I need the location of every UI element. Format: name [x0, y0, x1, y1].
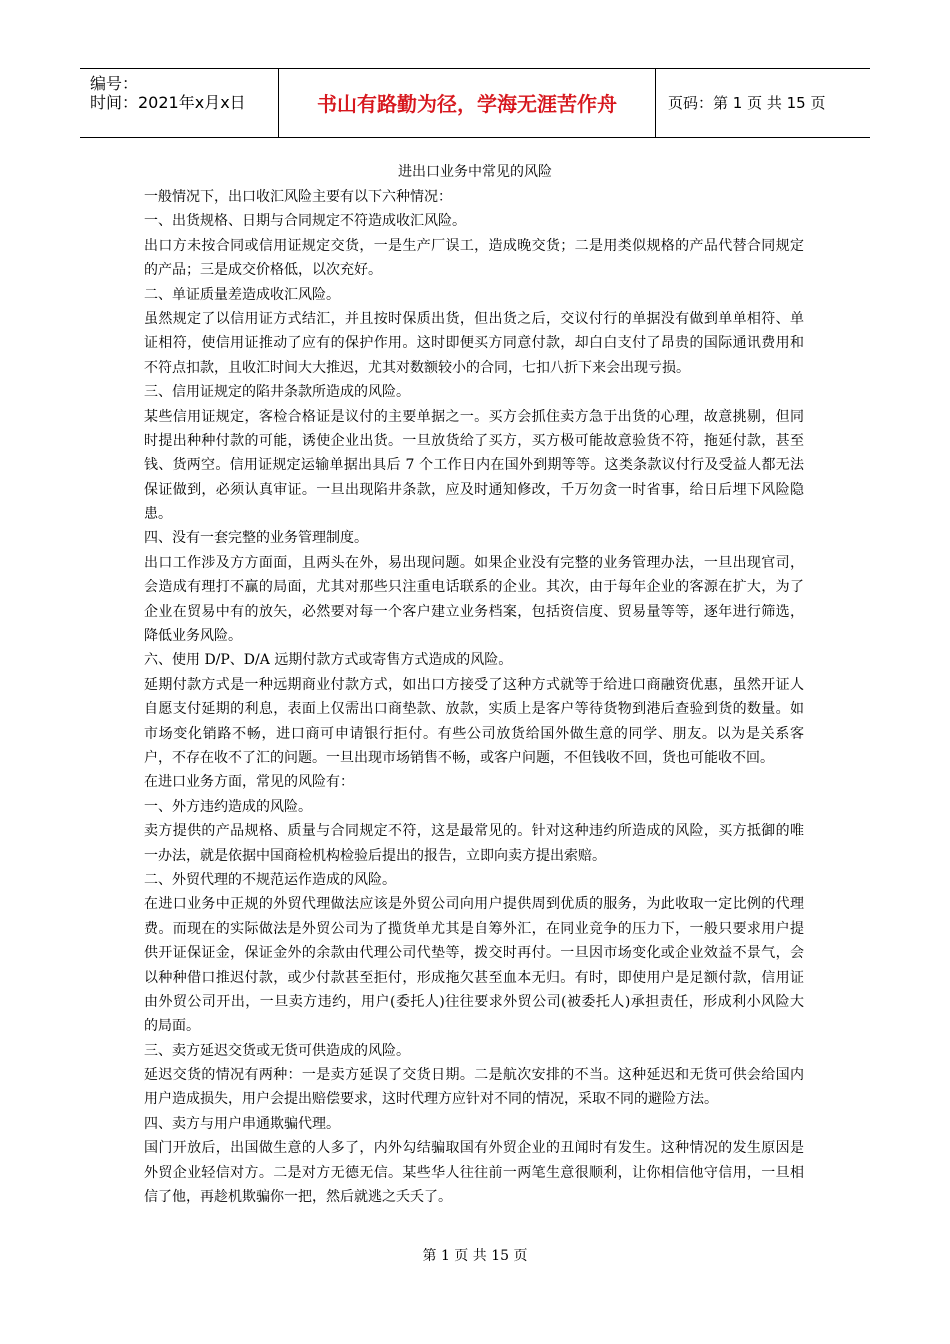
- text-line: 二、外贸代理的不规范运作造成的风险。: [144, 871, 396, 888]
- text-line: 时提出种种付款的可能，诱使企业出货。一旦放货给了买方，买方极可能故意验货不符，拖延付款，甚至: [144, 432, 804, 449]
- text-line: 三、信用证规定的陷井条款所造成的风险。: [144, 384, 410, 401]
- text-line: 会造成有理打不赢的局面，尤其对那些只注重电话联系的企业。其次，由于每年企业的客源在扩大，为了: [144, 579, 804, 596]
- header-page-number: 页码：第 1 页 共 15 页: [668, 94, 826, 112]
- text-line: 以种种借口推迟付款，或少付款甚至拒付，形成拖欠甚至血本无归。有时，即使用户是足额付款，信用证: [144, 969, 804, 986]
- text-line: 国门开放后，出国做生意的人多了，内外勾结骗取国有外贸企业的丑闻时有发生。这种情况的发生原因是: [144, 1140, 804, 1157]
- text-line: 不符点扣款，且收汇时间大大推迟，尤其对数额较小的合同，七扣八折下来会出现亏损。: [144, 359, 690, 376]
- document-date: 时间：2021年x月x日: [90, 93, 246, 112]
- text-line: 延迟交货的情况有两种：一是卖方延误了交货日期。二是航次安排的不当。这种延迟和无货可供会给国内: [144, 1067, 804, 1084]
- text-line: 户，不存在收不了汇的问题。一旦出现市场销售不畅，或客户问题，不但钱收不回，货也可能收不回。: [144, 749, 774, 766]
- text-line: 用户造成损失，用户会提出赔偿要求，这时代理方应针对不同的情况，采取不同的避险方法。: [144, 1091, 718, 1108]
- text-line: 患。: [144, 506, 172, 523]
- text-line: 信了他，再趁机欺骗你一把，然后就逃之夭夭了。: [144, 1189, 452, 1206]
- text-line: 自愿支付延期的利息，表面上仅需出口商垫款、放款，实质上是客户等待货物到港后查验到货的数量。如: [144, 701, 804, 718]
- header-motto: 书山有路勤为径，学海无涯苦作舟: [317, 92, 617, 116]
- text-line: 市场变化销路不畅，进口商可申请银行拒付。有些公司放货给国外做生意的同学、朋友。以为是关系客: [144, 725, 804, 742]
- text-line: 外贸企业轻信对方。二是对方无德无信。某些华人往往前一两笔生意很顺利，让你相信他守信用，一旦相: [144, 1164, 804, 1181]
- text-line: 四、卖方与用户串通欺骗代理。: [144, 1115, 340, 1132]
- header-info-cell: [80, 69, 279, 137]
- text-line: 由外贸公司开出，一旦卖方违约，用户(委托人)往往要求外贸公司(被委托人)承担责任，形成利小风险大: [144, 993, 804, 1010]
- text-line: 企业在贸易中有的放矢，必然要对每一个客户建立业务档案，包括资信度、贸易量等等，逐年进行筛选，: [144, 603, 804, 620]
- text-line: 出口方未按合同或信用证规定交货，一是生产厂误工，造成晚交货；二是用类似规格的产品代替合同规定: [144, 237, 804, 254]
- text-line: 卖方提供的产品规格、质量与合同规定不符，这是最常见的。针对这种违约所造成的风险，买方抵御的唯: [144, 823, 804, 840]
- text-line: 三、卖方延迟交货或无货可供造成的风险。: [144, 1042, 410, 1059]
- page-footer: 第 1 页 共 15 页: [422, 1248, 528, 1264]
- text-line: 延期付款方式是一种远期商业付款方式，如出口方接受了这种方式就等于给进口商融资优惠，虽然开证人: [144, 676, 804, 693]
- text-line: 降低业务风险。: [144, 628, 242, 645]
- text-line: 费。而现在的实际做法是外贸公司为了揽货单尤其是自筹外汇，在同业竞争的压力下，一般只要求用户提: [144, 920, 804, 937]
- text-line: 一办法，就是依据中国商检机构检验后提出的报告，立即向卖方提出索赔。: [144, 847, 606, 864]
- text-line: 一般情况下，出口收汇风险主要有以下六种情况：: [144, 189, 452, 205]
- text-line: 的产品；三是成交价格低，以次充好。: [144, 262, 382, 279]
- header-motto-cell: [279, 69, 656, 137]
- text-line: 保证做到，必须认真审证。一旦出现陷井条款，应及时通知修改，千万勿贪一时省事，给日后埋下风险隐: [144, 481, 804, 498]
- document-body: [144, 185, 804, 1209]
- text-line: 四、没有一套完整的业务管理制度。: [144, 530, 368, 547]
- text-line: 虽然规定了以信用证方式结汇，并且按时保质出货，但出货之后，交议付行的单据没有做到单单相符、单: [144, 310, 804, 327]
- text-line: 六、使用 D/P、D/A 远期付款方式或寄售方式造成的风险。: [144, 652, 513, 669]
- text-line: 一、外方违约造成的风险。: [144, 798, 312, 815]
- text-line: 的局面。: [144, 1018, 200, 1035]
- text-line: 一、出货规格、日期与合同规定不符造成收汇风险。: [144, 213, 466, 230]
- text-line: 钱、货两空。信用证规定运输单据出具后 7 个工作日内在国外到期等等。这类条款议付行及受益人都无法: [144, 457, 804, 474]
- document-number: 编号：: [90, 74, 139, 93]
- text-line: 供开证保证金，保证金外的余款由代理公司代垫等，拨交时再付。一旦因市场变化或企业效益不景气，会: [144, 945, 804, 962]
- text-line: 在进口业务中正规的外贸代理做法应该是外贸公司向用户提供周到优质的服务，为此收取一定比例的代理: [144, 896, 804, 913]
- text-line: 某些信用证规定，客检合格证是议付的主要单据之一。买方会抓住卖方急于出货的心理，故意挑剔，但同: [144, 408, 804, 425]
- text-line: 证相符，使信用证推动了应有的保护作用。这时即便买方同意付款，却白白支付了昂贵的国际通讯费用和: [144, 335, 804, 352]
- header-page-cell: [656, 69, 870, 137]
- text-line: 二、单证质量差造成收汇风险。: [144, 286, 340, 303]
- document-header: [80, 68, 870, 138]
- text-line: 在进口业务方面，常见的风险有：: [144, 774, 354, 791]
- document-title: 进出口业务中常见的风险: [398, 164, 552, 180]
- text-line: 出口工作涉及方方面面，且两头在外，易出现问题。如果企业没有完整的业务管理办法，一旦出现官司，: [144, 554, 804, 571]
